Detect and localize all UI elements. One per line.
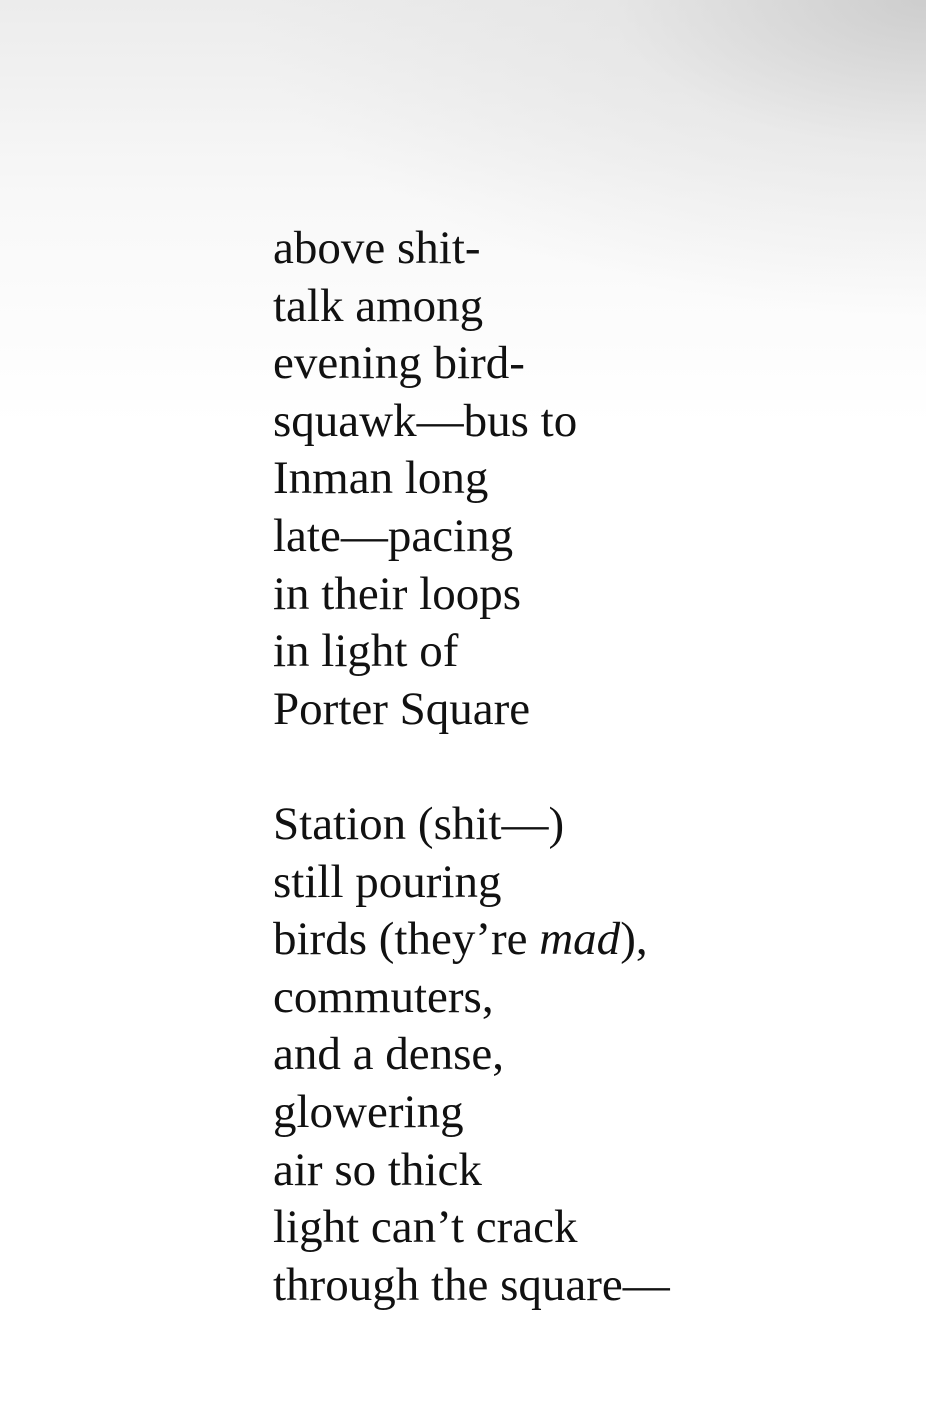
poem-line: evening bird- bbox=[273, 337, 525, 390]
poem-line-with-italic bbox=[273, 911, 670, 969]
poem-stanza-2 bbox=[273, 796, 670, 1314]
poem-line: light can’t crack bbox=[273, 1201, 578, 1254]
poem-line: in light of bbox=[273, 625, 459, 678]
poem-italic-word: mad bbox=[539, 913, 621, 966]
poem-line: squawk—bus to bbox=[273, 394, 578, 447]
poem-line: and a dense, bbox=[273, 1028, 504, 1081]
poem-line: still pouring bbox=[273, 855, 502, 908]
poem-line: above shit- bbox=[273, 222, 481, 274]
poem-line: glowering bbox=[273, 1085, 464, 1138]
poem-line: Station (shit—) bbox=[273, 797, 565, 850]
poem-line: air so thick bbox=[273, 1143, 482, 1196]
poem-line: commuters, bbox=[273, 970, 494, 1023]
poem-text-segment: birds (they’re bbox=[273, 913, 540, 966]
poem-stanza-1 bbox=[273, 220, 670, 738]
poem-line: in their loops bbox=[273, 567, 522, 620]
poem-line: late—pacing bbox=[273, 509, 514, 562]
poem-line: Inman long bbox=[273, 452, 489, 505]
poem-line: talk among bbox=[273, 279, 484, 332]
poem-text-segment: ), bbox=[620, 913, 648, 966]
poem-line: Porter Square bbox=[273, 682, 531, 735]
poem-line: through the square— bbox=[273, 1258, 670, 1311]
poem-text bbox=[273, 220, 670, 1314]
